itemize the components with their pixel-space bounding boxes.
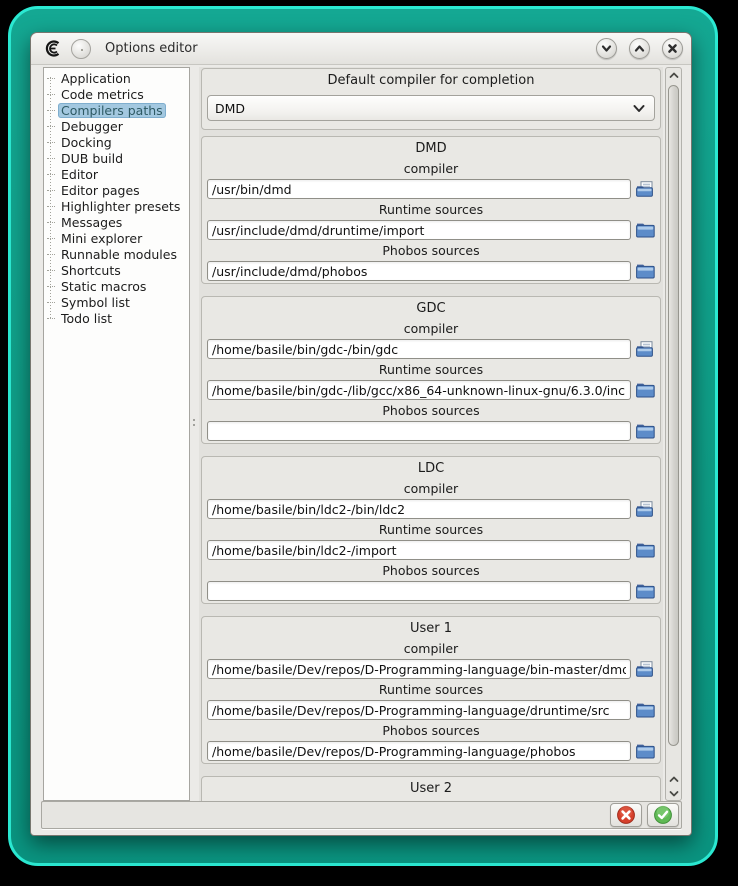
user1-phobos-sources-input[interactable] [207, 741, 631, 761]
sidebar-item-code-metrics[interactable]: Code metrics [44, 86, 189, 102]
field-label: Runtime sources [378, 522, 484, 537]
browse-folder-button[interactable] [631, 581, 655, 601]
status-bar [31, 799, 691, 835]
sidebar-item-todo-list[interactable]: Todo list [44, 310, 189, 326]
title-bar[interactable] [31, 33, 691, 65]
ldc-phobos-sources-input[interactable] [207, 581, 631, 601]
app-logo-icon [43, 40, 63, 58]
field-label: Runtime sources [378, 682, 484, 697]
folder-icon [636, 263, 655, 279]
default-compiler-select[interactable] [207, 95, 655, 121]
sidebar-item-mini-explorer[interactable]: Mini explorer [44, 230, 189, 246]
browse-folder-button[interactable] [631, 540, 655, 560]
open-file-button[interactable] [631, 499, 655, 519]
category-list [44, 70, 189, 326]
open-file-icon [636, 181, 655, 197]
field-label: Phobos sources [382, 563, 480, 578]
scroll-down-button[interactable] [666, 786, 681, 800]
dmd-phobos-sources-input[interactable] [207, 261, 631, 281]
group-title: Default compiler for completion [327, 73, 535, 88]
field-label: Phobos sources [382, 723, 480, 738]
field-label: Runtime sources [378, 362, 484, 377]
group-user2 [201, 776, 661, 801]
cancel-button[interactable] [610, 803, 642, 827]
group-title: User 1 [409, 621, 453, 636]
field-label: Phobos sources [382, 243, 480, 258]
open-file-button[interactable] [631, 339, 655, 359]
status-panel [41, 801, 682, 829]
sidebar-item-runnable-modules[interactable]: Runnable modules [44, 246, 189, 262]
folder-icon [636, 583, 655, 599]
close-icon [666, 42, 679, 55]
sidebar-item-shortcuts[interactable]: Shortcuts [44, 262, 189, 278]
browse-folder-button[interactable] [631, 700, 655, 720]
field-label: compiler [403, 641, 459, 656]
settings-scroll-area [199, 67, 663, 801]
sidebar-item-editor[interactable]: Editor [44, 166, 189, 182]
selected-compiler-value: DMD [215, 100, 246, 116]
maximize-button[interactable] [629, 38, 650, 59]
gdc-phobos-sources-input[interactable] [207, 421, 631, 441]
browse-folder-button[interactable] [631, 380, 655, 400]
window-title: Options editor [105, 41, 198, 56]
group-ldc [201, 456, 661, 604]
sidebar-item-docking[interactable]: Docking [44, 134, 189, 150]
folder-icon [636, 382, 655, 398]
browse-folder-button[interactable] [631, 421, 655, 441]
user1-compiler-path-input[interactable] [207, 659, 631, 679]
field-label: compiler [403, 161, 459, 176]
group-title: User 2 [409, 781, 453, 796]
sidebar-item-symbol-list[interactable]: Symbol list [44, 294, 189, 310]
vertical-scrollbar[interactable] [665, 67, 682, 801]
field-label: Phobos sources [382, 403, 480, 418]
field-label: compiler [403, 481, 459, 496]
group-default-compiler [201, 68, 661, 130]
chevron-up-icon [633, 42, 646, 55]
open-file-icon [636, 501, 655, 517]
field-label: Runtime sources [378, 202, 484, 217]
group-dmd [201, 136, 661, 284]
browse-folder-button[interactable] [631, 220, 655, 240]
category-sidebar [43, 67, 190, 801]
sidebar-item-editor-pages[interactable]: Editor pages [44, 182, 189, 198]
sidebar-item-application[interactable]: Application [44, 70, 189, 86]
accept-button[interactable] [647, 803, 679, 827]
close-button[interactable] [662, 38, 683, 59]
sidebar-item-messages[interactable]: Messages [44, 214, 189, 230]
folder-icon [636, 542, 655, 558]
open-file-icon [636, 661, 655, 677]
ldc-compiler-path-input[interactable] [207, 499, 631, 519]
sidebar-item-highlighter-presets[interactable]: Highlighter presets [44, 198, 189, 214]
dmd-compiler-path-input[interactable] [207, 179, 631, 199]
dmd-runtime-sources-input[interactable] [207, 220, 631, 240]
user1-runtime-sources-input[interactable] [207, 700, 631, 720]
open-file-button[interactable] [631, 179, 655, 199]
content-area [31, 65, 691, 801]
folder-icon [636, 423, 655, 439]
group-gdc [201, 296, 661, 444]
chevron-down-icon [600, 42, 613, 55]
gdc-compiler-path-input[interactable] [207, 339, 631, 359]
accept-icon [653, 805, 673, 825]
ldc-runtime-sources-input[interactable] [207, 540, 631, 560]
open-file-icon [636, 341, 655, 357]
options-editor-window [30, 32, 692, 836]
scroll-up-button-bottom[interactable] [666, 772, 681, 786]
group-title: LDC [417, 461, 445, 476]
scroll-up-button[interactable] [666, 68, 681, 83]
field-label: compiler [403, 321, 459, 336]
sidebar-item-compilers-paths[interactable]: Compilers paths [44, 102, 189, 118]
browse-folder-button[interactable] [631, 741, 655, 761]
folder-icon [636, 222, 655, 238]
group-user1 [201, 616, 661, 764]
scrollbar-thumb[interactable] [668, 85, 679, 746]
folder-icon [636, 702, 655, 718]
window-menu-button[interactable] [71, 39, 91, 59]
sidebar-item-static-macros[interactable]: Static macros [44, 278, 189, 294]
sidebar-item-debugger[interactable]: Debugger [44, 118, 189, 134]
group-title: DMD [415, 141, 447, 156]
group-title: GDC [416, 301, 446, 316]
settings-panel [199, 67, 682, 801]
scrollbar-track[interactable] [666, 83, 681, 772]
chevron-down-icon [633, 104, 645, 113]
cancel-icon [616, 805, 636, 825]
folder-icon [636, 743, 655, 759]
sidebar-item-dub-build[interactable]: DUB build [44, 150, 189, 166]
chevron-up-icon [669, 776, 679, 783]
chevron-down-icon [669, 790, 679, 797]
browse-folder-button[interactable] [631, 261, 655, 281]
open-file-button[interactable] [631, 659, 655, 679]
minimize-button[interactable] [596, 38, 617, 59]
gdc-runtime-sources-input[interactable] [207, 380, 631, 400]
splitter-handle[interactable] [190, 67, 199, 801]
chevron-up-icon [669, 72, 679, 79]
